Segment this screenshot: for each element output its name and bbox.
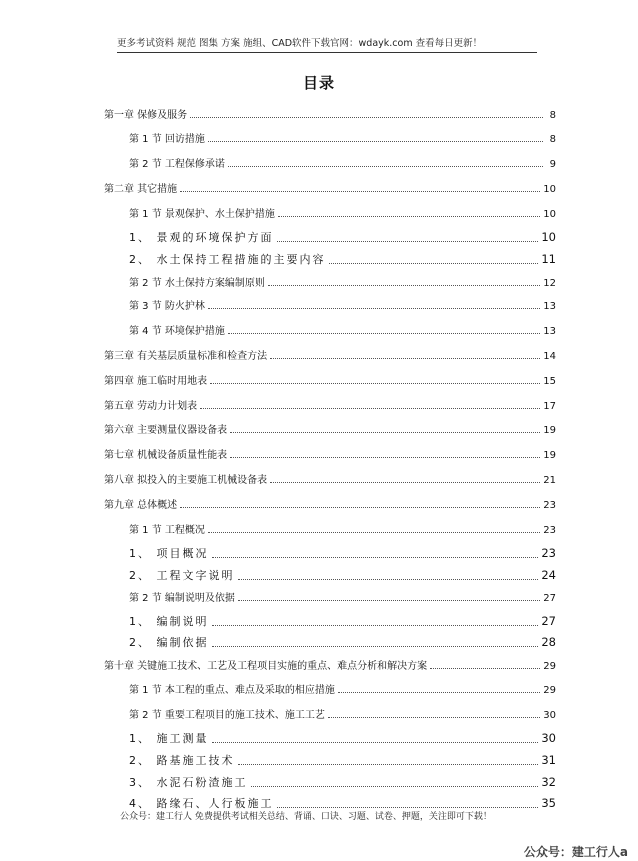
toc-label: 1、 编制说明 — [129, 615, 209, 628]
toc-leader-dots — [212, 741, 539, 743]
toc-leader-dots — [270, 481, 540, 483]
toc-section[interactable] — [129, 589, 556, 604]
toc-page-number: 12 — [543, 278, 556, 289]
toc-chapter[interactable] — [104, 496, 556, 511]
toc-section[interactable] — [129, 130, 556, 145]
toc-page-number: 31 — [541, 753, 556, 767]
toc-page-number: 35 — [541, 796, 556, 810]
toc-page-number: 28 — [541, 635, 556, 649]
toc-section[interactable] — [129, 706, 556, 721]
toc-page-number: 9 — [549, 159, 556, 170]
toc-chapter[interactable] — [104, 421, 556, 436]
toc-label: 2、 工程文字说明 — [129, 569, 235, 582]
toc-label: 2、 路基施工技术 — [129, 754, 235, 767]
toc-leader-dots — [251, 785, 539, 787]
toc-page-number: 21 — [543, 475, 556, 486]
toc-chapter[interactable] — [104, 372, 556, 387]
toc-label: 4、 路缘石、人行板施工 — [129, 797, 274, 810]
toc-section[interactable] — [129, 521, 556, 536]
toc-label: 第一章 保修及服务 — [104, 110, 188, 121]
toc-item[interactable] — [129, 774, 556, 790]
toc-page-number: 8 — [549, 134, 556, 145]
toc-page-number: 10 — [543, 209, 556, 220]
toc-label: 第 2 节 重要工程项目的施工技术、施工工艺 — [129, 710, 325, 721]
toc-label: 第十章 关键施工技术、工艺及工程项目实施的重点、难点分析和解决方案 — [104, 661, 428, 672]
toc-leader-dots — [190, 116, 543, 118]
toc-label: 第 2 节 工程保修承诺 — [129, 159, 225, 170]
toc-page-number: 27 — [541, 614, 556, 628]
toc-page-number: 13 — [543, 301, 556, 312]
toc-label: 第 1 节 景观保护、水土保护措施 — [129, 209, 275, 220]
toc-chapter[interactable] — [104, 471, 556, 486]
toc-chapter[interactable] — [104, 180, 556, 195]
toc-page-number: 17 — [543, 401, 556, 412]
toc-leader-dots — [238, 578, 539, 580]
toc-item[interactable] — [129, 613, 556, 629]
toc-page-number: 30 — [543, 710, 556, 721]
toc-label: 1、 景观的环境保护方面 — [129, 231, 274, 244]
toc-page-number: 24 — [541, 568, 556, 582]
toc-leader-dots — [208, 307, 540, 309]
toc-page-number: 13 — [543, 326, 556, 337]
toc-leader-dots — [180, 506, 540, 508]
toc-page-number: 23 — [543, 525, 556, 536]
toc-chapter[interactable] — [104, 347, 556, 362]
toc-page-number: 15 — [543, 376, 556, 387]
toc-page-number: 19 — [543, 450, 556, 461]
toc-label: 第六章 主要测量仪器设备表 — [104, 425, 228, 436]
toc-label: 1、 施工测量 — [129, 732, 209, 745]
toc-leader-dots — [210, 382, 540, 384]
toc-leader-dots — [238, 763, 539, 765]
toc-section[interactable] — [129, 681, 556, 696]
toc-label: 第 1 节 工程概况 — [129, 525, 205, 536]
toc-page-number: 14 — [543, 351, 556, 362]
toc-label: 第 1 节 本工程的重点、难点及采取的相应措施 — [129, 685, 335, 696]
toc-leader-dots — [212, 556, 539, 558]
toc-chapter[interactable] — [104, 106, 556, 121]
toc-label: 第 2 节 编制说明及依据 — [129, 593, 235, 604]
toc-page-number: 30 — [541, 731, 556, 745]
toc-leader-dots — [230, 456, 540, 458]
toc-page-number: 27 — [543, 593, 556, 604]
toc-label: 2、 水土保持工程措施的主要内容 — [129, 253, 326, 266]
toc-leader-dots — [268, 284, 540, 286]
toc-item[interactable] — [129, 251, 556, 267]
toc-chapter[interactable] — [104, 446, 556, 461]
toc-leader-dots — [212, 645, 539, 647]
toc-label: 第 1 节 回访措施 — [129, 134, 205, 145]
toc-leader-dots — [230, 431, 540, 433]
toc-item[interactable] — [129, 229, 556, 245]
toc-item[interactable] — [129, 730, 556, 746]
toc-item[interactable] — [129, 752, 556, 768]
toc-leader-dots — [278, 215, 540, 217]
toc-item[interactable] — [129, 567, 556, 583]
toc-item[interactable] — [129, 634, 556, 650]
toc-item[interactable] — [129, 545, 556, 561]
toc-label: 第五章 劳动力计划表 — [104, 401, 198, 412]
toc-label: 第 3 节 防火护林 — [129, 301, 205, 312]
toc-chapter[interactable] — [104, 397, 556, 412]
toc-chapter[interactable] — [104, 657, 556, 672]
toc-leader-dots — [270, 357, 540, 359]
toc-leader-dots — [329, 262, 539, 264]
watermark: 公众号：建工行人a — [523, 845, 628, 859]
toc-page-number: 23 — [543, 500, 556, 511]
toc-leader-dots — [212, 624, 539, 626]
page-footer: 公众号：建工行人 免费提供考试相关总结、背诵、口诀、习题、试卷、押题，关注即可下载！ — [120, 812, 492, 822]
toc-page-number: 23 — [541, 546, 556, 560]
toc-leader-dots — [338, 691, 540, 693]
toc-label: 第二章 其它措施 — [104, 184, 178, 195]
toc-label: 3、 水泥石粉渣施工 — [129, 776, 248, 789]
toc-page-number: 29 — [543, 661, 556, 672]
toc-label: 第四章 施工临时用地表 — [104, 376, 208, 387]
page-title: 目录 — [302, 74, 335, 92]
toc-leader-dots — [228, 165, 543, 167]
toc-leader-dots — [208, 531, 540, 533]
toc-page-number: 32 — [541, 775, 556, 789]
toc-label: 第八章 拟投入的主要施工机械设备表 — [104, 475, 268, 486]
toc-leader-dots — [208, 140, 543, 142]
toc-page-number: 19 — [543, 425, 556, 436]
toc-section[interactable] — [129, 274, 556, 289]
toc-leader-dots — [328, 716, 540, 718]
toc-label: 第 4 节 环境保护措施 — [129, 326, 225, 337]
toc-page-number: 10 — [543, 184, 556, 195]
toc-leader-dots — [277, 240, 539, 242]
toc-leader-dots — [200, 407, 540, 409]
toc-page-number: 10 — [541, 230, 556, 244]
toc-page-number: 8 — [549, 110, 556, 121]
toc-leader-dots — [228, 332, 540, 334]
toc-section[interactable] — [129, 205, 556, 220]
toc-leader-dots — [277, 806, 539, 808]
toc-section[interactable] — [129, 155, 556, 170]
toc-leader-dots — [238, 599, 540, 601]
toc-label: 第 2 节 水土保持方案编制原则 — [129, 278, 265, 289]
toc-label: 第七章 机械设备质量性能表 — [104, 450, 228, 461]
page-header: 更多考试资料 规范 图集 方案 施组、CAD软件下载官网：wdayk.com 查看每日更新！ — [117, 35, 537, 53]
toc-section[interactable] — [129, 322, 556, 337]
toc-label: 1、 项目概况 — [129, 547, 209, 560]
toc-section[interactable] — [129, 297, 556, 312]
toc-label: 2、 编制依据 — [129, 636, 209, 649]
toc-leader-dots — [180, 190, 540, 192]
toc-page-number: 11 — [541, 252, 556, 266]
toc-label: 第九章 总体概述 — [104, 500, 178, 511]
toc-page-number: 29 — [543, 685, 556, 696]
toc-leader-dots — [430, 667, 540, 669]
toc-label: 第三章 有关基层质量标准和检查方法 — [104, 351, 268, 362]
